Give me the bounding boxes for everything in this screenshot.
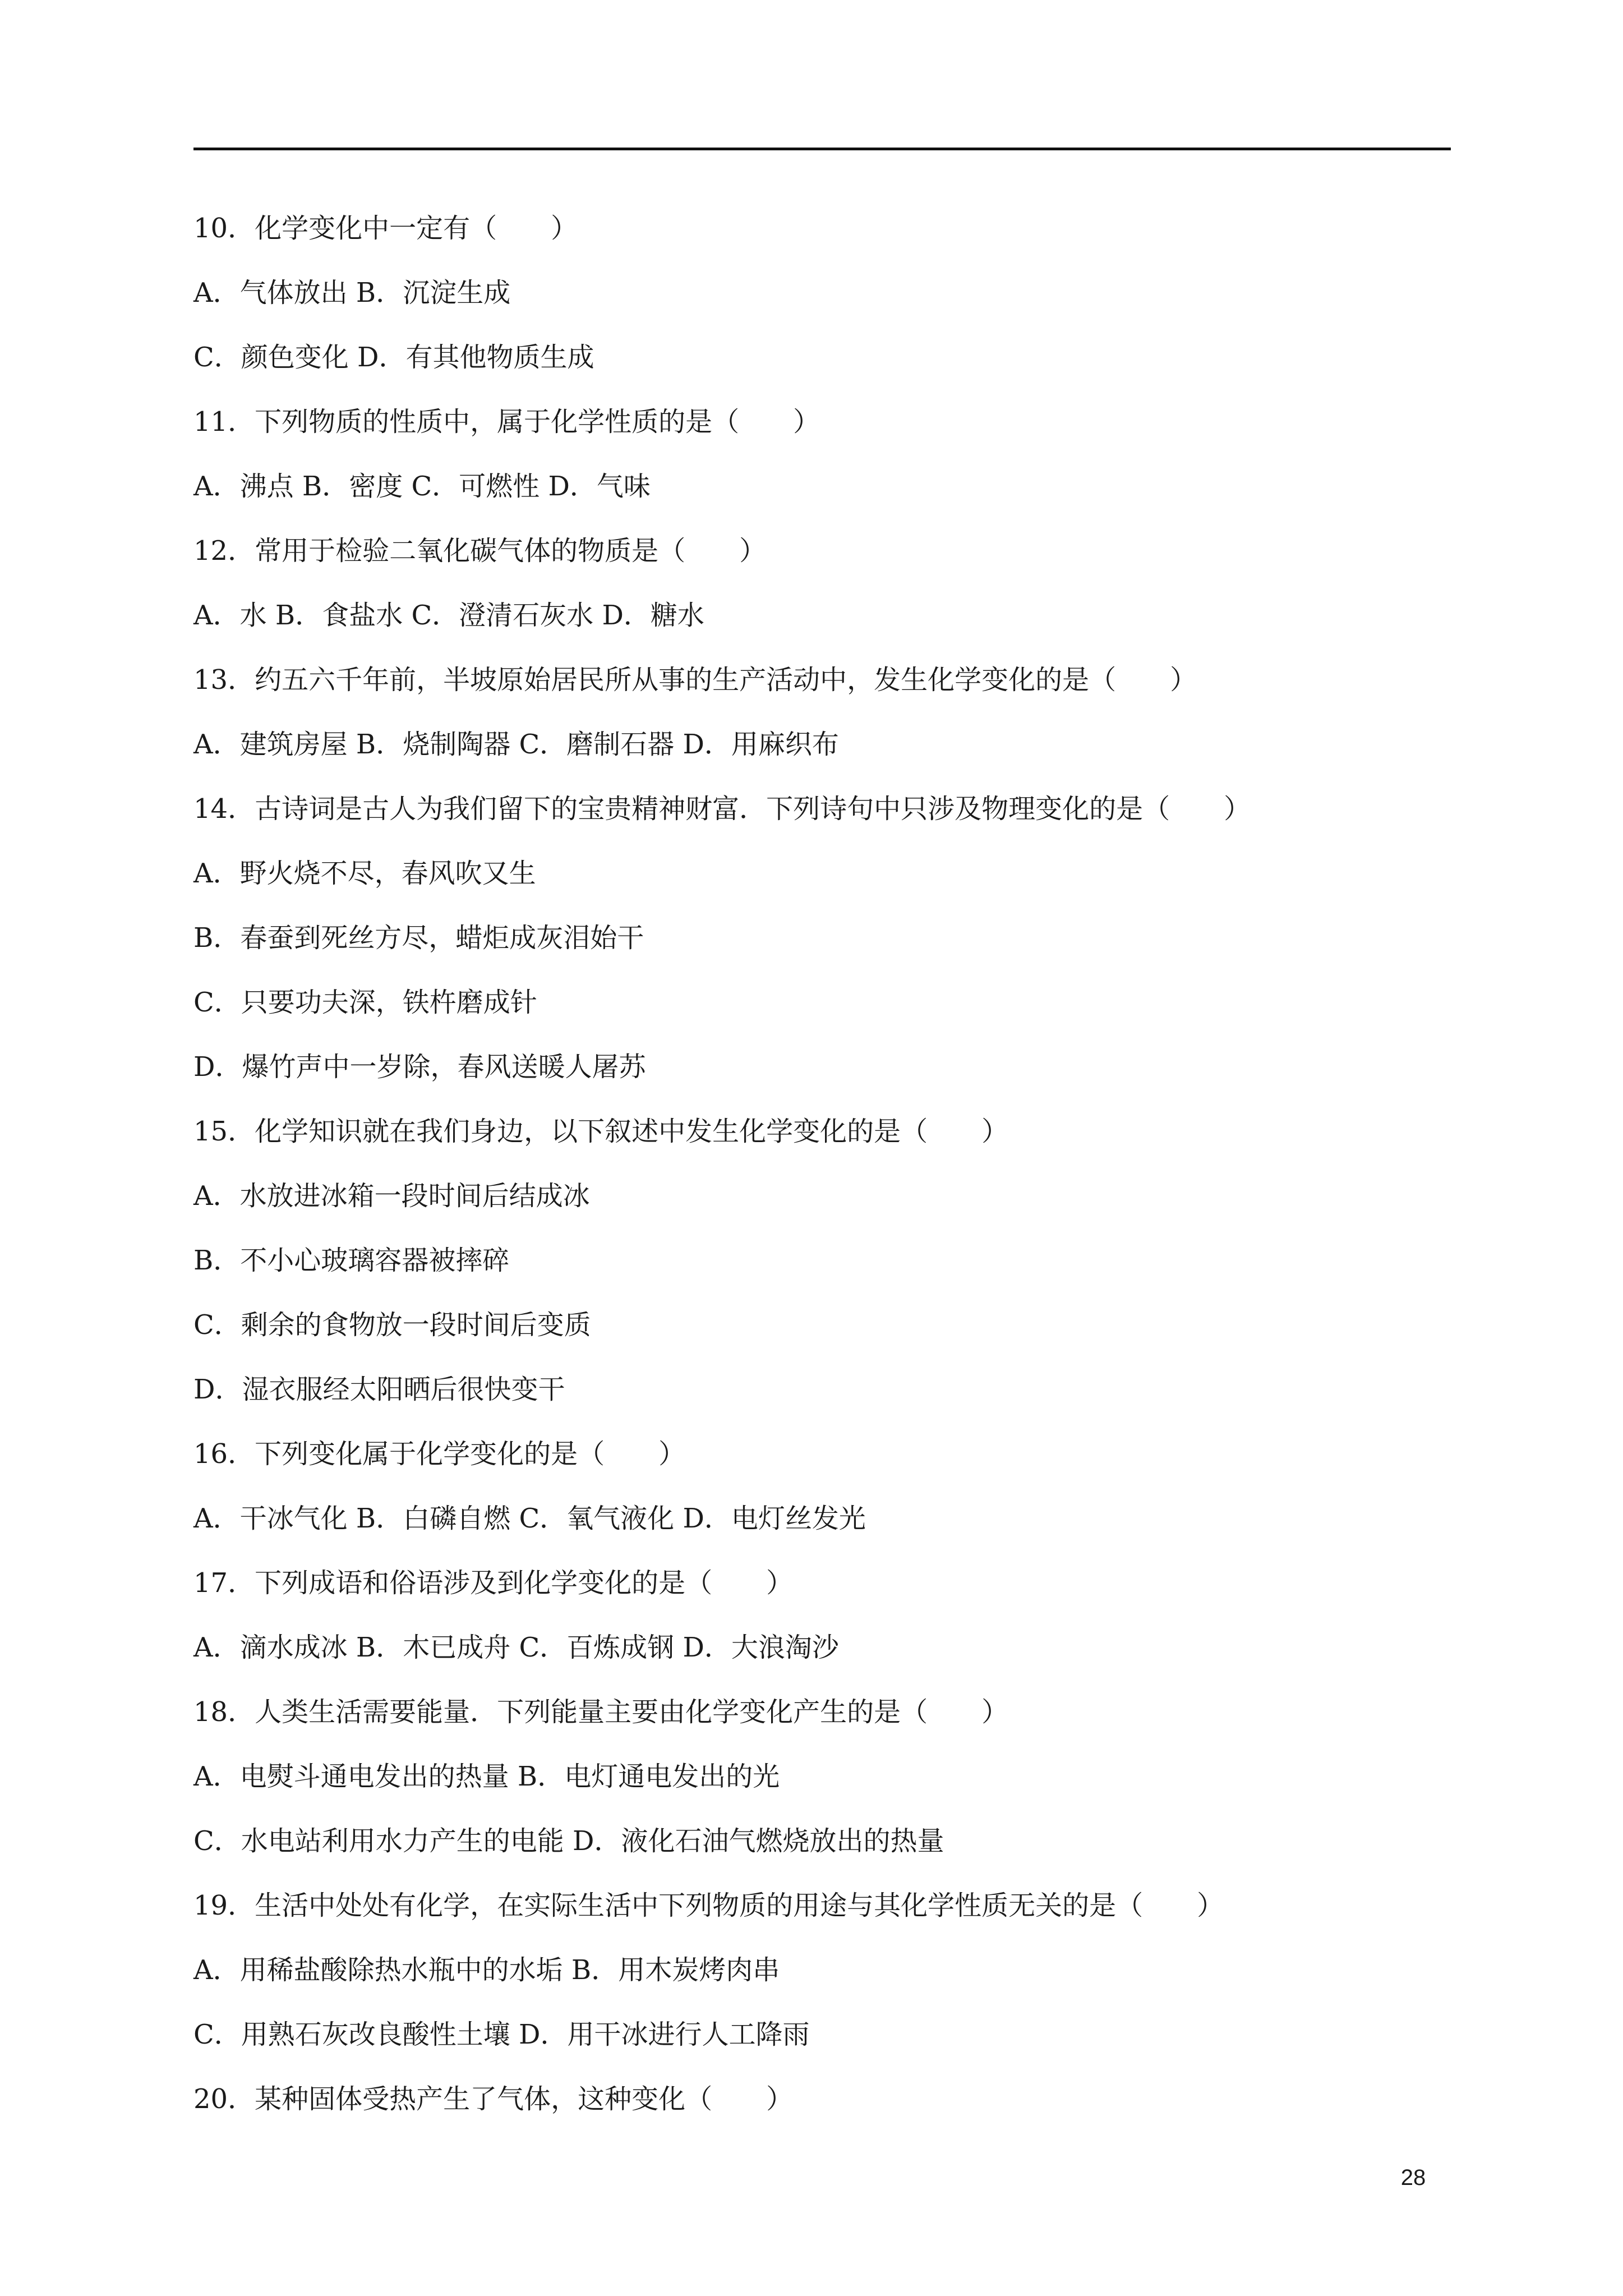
question-15-stem: 15．化学知识就在我们身边，以下叙述中发生化学变化的是（ ） (193, 1116, 1009, 1147)
question-10-stem: 10．化学变化中一定有（ ） (193, 213, 578, 244)
question-11-options: A．沸点 B．密度 C．可燃性 D．气味 (193, 471, 651, 502)
question-13-options: A．建筑房屋 B．烧制陶器 C．磨制石器 D．用麻织布 (193, 729, 839, 760)
question-10-options-ab: A．气体放出 B．沉淀生成 (193, 277, 511, 309)
question-list (193, 210, 1451, 2146)
question-14-option-d: D．爆竹声中一岁除，春风送暖人屠苏 (193, 1051, 646, 1083)
header-rule (193, 148, 1451, 150)
question-12-options: A．水 B．食盐水 C．澄清石灰水 D．糖水 (193, 600, 704, 631)
question-17-options: A．滴水成冰 B．木已成舟 C．百炼成钢 D．大浪淘沙 (193, 1632, 839, 1663)
question-14-option-a: A．野火烧不尽，春风吹又生 (193, 858, 536, 889)
question-14-option-b: B．春蚕到死丝方尽，蜡炬成灰泪始干 (193, 922, 644, 954)
question-14-option-c: C．只要功夫深，铁杵磨成针 (193, 987, 537, 1018)
question-11-stem: 11．下列物质的性质中，属于化学性质的是（ ） (193, 406, 820, 438)
question-19-options-cd: C．用熟石灰改良酸性土壤 D．用干冰进行人工降雨 (193, 2019, 810, 2050)
question-20-stem: 20．某种固体受热产生了气体，这种变化（ ） (193, 2083, 794, 2115)
question-15-option-d: D．湿衣服经太阳晒后很快变干 (193, 1374, 565, 1405)
question-18-options-ab: A．电熨斗通电发出的热量 B．电灯通电发出的光 (193, 1761, 780, 1792)
question-18-options-cd: C．水电站利用水力产生的电能 D．液化石油气燃烧放出的热量 (193, 1825, 944, 1857)
question-19-stem: 19．生活中处处有化学，在实际生活中下列物质的用途与其化学性质无关的是（ ） (193, 1890, 1224, 1921)
page-number: 28 (1400, 2165, 1426, 2190)
question-14-stem: 14．古诗词是古人为我们留下的宝贵精神财富．下列诗句中只涉及物理变化的是（ ） (193, 793, 1251, 825)
question-15-option-a: A．水放进冰箱一段时间后结成冰 (193, 1180, 590, 1212)
question-12-stem: 12．常用于检验二氧化碳气体的物质是（ ） (193, 535, 767, 567)
question-13-stem: 13．约五六千年前，半坡原始居民所从事的生产活动中，发生化学变化的是（ ） (193, 664, 1197, 696)
question-19-options-ab: A．用稀盐酸除热水瓶中的水垢 B．用木炭烤肉串 (193, 1954, 780, 1986)
question-10-options-cd: C．颜色变化 D．有其他物质生成 (193, 342, 594, 373)
question-16-options: A．干冰气化 B．白磷自燃 C．氧气液化 D．电灯丝发光 (193, 1503, 866, 1534)
question-18-stem: 18．人类生活需要能量．下列能量主要由化学变化产生的是（ ） (193, 1696, 1009, 1728)
question-17-stem: 17．下列成语和俗语涉及到化学变化的是（ ） (193, 1567, 794, 1599)
question-16-stem: 16．下列变化属于化学变化的是（ ） (193, 1438, 686, 1470)
question-15-option-b: B．不小心玻璃容器被摔碎 (193, 1245, 510, 1276)
question-15-option-c: C．剩余的食物放一段时间后变质 (193, 1309, 591, 1341)
